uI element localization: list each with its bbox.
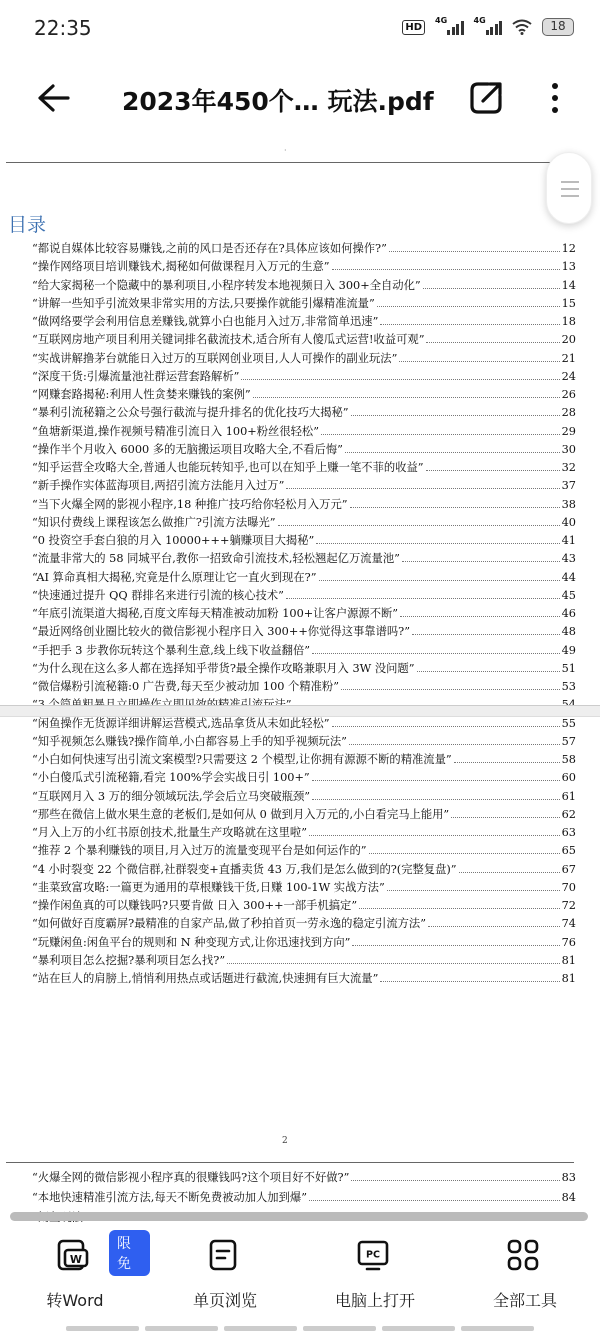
toc-entry-page: 55 <box>561 716 576 730</box>
toc-leader <box>426 470 560 471</box>
toc-leader <box>286 488 559 489</box>
toc-entry-title: “都说自媒体比较容易赚钱,之前的风口是否还存在?具体应该如何操作?” <box>32 242 387 255</box>
toc-entry-title: “为什么现在这么多人都在选择知乎带货?最全操作攻略兼职月入 3W 没问题” <box>32 661 415 675</box>
toc-entry-page: 30 <box>561 442 576 456</box>
toc-leader <box>400 616 560 617</box>
toc-entry[interactable] <box>32 423 576 441</box>
toc-entry-page: 62 <box>561 807 576 821</box>
toc-leader <box>402 561 560 562</box>
toc-entry-page: 18 <box>561 315 576 328</box>
convert-word-label: 转Word <box>46 1291 104 1310</box>
signal-icon-2: 4G <box>474 19 503 35</box>
toc-entry-page: 37 <box>561 479 576 493</box>
toc-entry[interactable] <box>32 642 576 660</box>
toc-entry-page: 60 <box>561 771 576 785</box>
toc-entry-title: “本地快速精准引流方法,每天不断免费被动加人加到爆” <box>32 1191 307 1204</box>
horizontal-scrollbar[interactable] <box>10 1212 588 1221</box>
pdf-page-1[interactable] <box>0 140 600 985</box>
toc-entry-title: “暴利项目怎么挖掘?暴利项目怎么找?” <box>32 953 226 967</box>
svg-text:PC: PC <box>366 1249 380 1261</box>
toc-entry[interactable] <box>32 477 576 495</box>
hd-icon: HD <box>402 20 425 35</box>
toc-leader <box>319 580 560 581</box>
page-separator <box>0 705 600 717</box>
toc-entry-page: 51 <box>561 661 576 675</box>
signal-icon: 4G <box>435 19 464 35</box>
scroll-handle[interactable] <box>546 152 592 224</box>
toc-entry-title: “快速通过提升 QQ 群排名来进行引流的核心技术” <box>32 588 284 602</box>
toc-entry-title: “0 投资空手套白狼的月入 10000+++躺赚项目大揭秘” <box>32 534 315 547</box>
more-vertical-icon[interactable] <box>545 78 565 118</box>
toc-entry-title: “站在巨人的肩膀上,悄悄利用热点或话题进行截流,快速拥有巨大流量” <box>32 972 379 985</box>
toc-entry-title: “知乎运营全攻略大全,普通人也能玩转知乎,也可以在知乎上赚一笔不菲的收益” <box>32 461 424 474</box>
toc-entry-title: “操作半个月收入 6000 多的无脑搬运项目攻略大全,不看后悔” <box>32 442 343 456</box>
toc-entry-page: 81 <box>561 953 576 967</box>
toc-leader <box>350 507 560 508</box>
toc-leader <box>351 415 560 416</box>
toc-entry-title: “给大家揭秘一个隐藏中的暴利项目,小程序转发本地视频日入 300+全自动化” <box>32 278 421 292</box>
toc-entry-title: “闲鱼操作无货源详细讲解运营模式,选品拿货从未如此轻松” <box>32 716 330 730</box>
toc-entry-page: 20 <box>561 333 576 347</box>
page-header-mark: · <box>284 146 287 155</box>
toc-leader <box>412 634 560 635</box>
page-title: 2023年450个… 玩法.pdf <box>122 87 434 116</box>
toc-entry-page: 70 <box>561 880 576 894</box>
toc-leader <box>426 342 559 343</box>
page-number: 2 <box>282 1136 288 1146</box>
status-icons <box>402 18 574 36</box>
toc-leader <box>309 1200 560 1201</box>
toc-entry[interactable] <box>32 550 576 568</box>
toc-leader <box>380 324 559 325</box>
toc-entry[interactable] <box>32 277 576 295</box>
toc-entry[interactable] <box>32 441 576 459</box>
toc-leader <box>332 269 560 270</box>
toc-entry[interactable] <box>32 404 576 422</box>
toc-entry-title: “网赚套路揭秘:利用人性贪婪来赚钱的案例” <box>32 388 251 401</box>
toc-leader <box>345 452 560 453</box>
toc-entry-title: “小白傻瓜式引流秘籍,看完 100%学会实战日引 100+” <box>32 771 310 785</box>
toc-entry-title: “月入上万的小红书原创技术,批量生产攻略就在这里啦” <box>32 826 307 839</box>
toc-leader <box>389 251 560 252</box>
toc-leader <box>417 671 560 672</box>
convert-word-button[interactable] <box>0 1222 150 1322</box>
toc-entry-page: 28 <box>561 406 576 420</box>
toc-entry-page: 53 <box>561 680 576 693</box>
toc-leader <box>423 288 560 289</box>
toc-entry-title: “那些在微信上做水果生意的老板们,是如何从 0 做到月入万元的,小白看完马上能用” <box>32 807 450 821</box>
toc-entry-title: “韭菜致富攻略:一篇更为通用的草根赚钱干货,日赚 100-1W 实战方法” <box>32 880 385 894</box>
toc-entry[interactable] <box>32 514 576 532</box>
toc-entry-title: “暴利引流秘籍之公众号强行截流与提升排名的优化技巧大揭秘” <box>32 406 349 420</box>
toc-entry-page: 57 <box>561 734 576 748</box>
pc-open-icon <box>356 1238 390 1272</box>
toc-entry[interactable] <box>32 386 576 404</box>
toc-entry[interactable] <box>32 532 576 550</box>
toc-entry[interactable] <box>32 678 576 696</box>
toc-entry[interactable] <box>32 660 576 678</box>
system-nav-bar <box>66 1326 534 1331</box>
toc-entry-title: “推荐 2 个暴利赚钱的项目,月入过万的流量变现平台是如何运作的” <box>32 844 367 858</box>
toc-entry-title: “微信爆粉引流秘籍:0 广告费,每天至少被动加 100 个精准粉” <box>32 680 340 693</box>
toc-entry-page: 72 <box>561 899 576 912</box>
toc-entry-title: “讲解一些知乎引流效果非常实用的方法,只要操作就能引爆精准流量” <box>32 296 375 310</box>
toc-entry-page: 84 <box>561 1191 576 1204</box>
toc-entry-title: “操作闲鱼真的可以赚钱吗?只要肯做 日入 300++一部手机搞定” <box>32 899 358 912</box>
battery-indicator: 18 <box>542 18 574 36</box>
toc-entry-page: 65 <box>561 844 576 858</box>
svg-text:W: W <box>69 1253 83 1266</box>
toc-entry-title: “新手操作实体蓝海项目,两招引流方法能月入过万” <box>32 479 285 493</box>
free-badge: 限免 <box>109 1230 150 1276</box>
status-time: 22:35 <box>34 16 92 40</box>
toc-entry-title: “实战讲解撸茅台就能日入过万的互联网创业项目,人人可操作的副业玩法” <box>32 351 398 365</box>
app-bar <box>0 62 600 132</box>
toc-entry-title: “知识付费线上课程该怎么做推广?引流方法曝光” <box>32 515 276 529</box>
toc-entry[interactable] <box>32 331 576 349</box>
header-rule-2 <box>6 1162 574 1163</box>
toc-leader <box>316 543 559 544</box>
toc-entry-title: “鱼塘新渠道,操作视频号精准引流日入 100+粉丝很轻松” <box>32 424 319 438</box>
toc-entry[interactable] <box>32 496 576 514</box>
toc-entry[interactable] <box>32 569 576 587</box>
toc-entry-title: “互联网房地产项目利用关键词排名截流技术,适合所有人傻瓜式运营!收益可观” <box>32 333 425 347</box>
toc-entry[interactable] <box>32 587 576 605</box>
toc-entry[interactable] <box>32 258 576 276</box>
toc-entry-page: 48 <box>561 625 576 639</box>
pdf-page-2[interactable] <box>0 717 600 1237</box>
toc-entry-page: 61 <box>561 789 576 803</box>
toc-entry-title: “4 小时裂变 22 个微信群,社群裂变+直播卖货 43 万,我们是怎么做到的?(完整复盘)” <box>32 862 457 876</box>
toc-entry-page: 29 <box>561 424 576 438</box>
toc-entry-title: “AI 算命真相大揭秘,究竟是什么原理让它一直火到现在?” <box>32 570 317 584</box>
toc-entry-title: “知乎视频怎么赚钱?操作简单,小白都容易上手的知乎视频玩法” <box>32 734 347 748</box>
toc-entry[interactable] <box>32 313 576 331</box>
toc-entry-title: “最近网络创业圈比较火的微信影视小程序日入 300++你觉得这事靠谱吗?” <box>32 625 411 639</box>
toc-entry-title: “如何做好百度霸屏?最精准的自家产品,做了秒拍首页一劳永逸的稳定引流方法” <box>32 917 426 931</box>
toc-entry-title: “手把手 3 步教你玩转这个暴利生意,线上线下收益翻倍” <box>32 643 311 657</box>
all-tools-label: 全部工具 <box>492 1291 557 1310</box>
toc-entry-page: 24 <box>561 369 576 383</box>
bottom-toolbar <box>0 1222 600 1333</box>
toc-entry-page: 43 <box>561 552 576 566</box>
toc-entry-title: “火爆全网的微信影视小程序真的很赚钱吗?这个项目好不好做?” <box>32 1171 350 1184</box>
toc-entry[interactable] <box>32 1189 576 1209</box>
open-on-pc-button[interactable] <box>300 1222 450 1322</box>
all-tools-grid-icon <box>506 1238 540 1272</box>
toc-entry-title: “小白如何快速写出引流文案模型?只需要这 2 个模型,让你拥有源源不断的精准流量” <box>32 753 452 766</box>
status-bar <box>0 0 600 62</box>
toc-entry-page: 21 <box>561 351 576 365</box>
toc-entry-page: 63 <box>561 826 576 839</box>
single-page-label: 单页浏览 <box>192 1291 257 1310</box>
toc-entry-page: 40 <box>561 515 576 529</box>
toc-entry-page: 76 <box>561 935 576 949</box>
toc-entry-page: 81 <box>561 972 576 985</box>
word-convert-icon <box>56 1238 90 1272</box>
toc-leader <box>253 397 560 398</box>
wifi-icon <box>512 19 532 35</box>
share-icon[interactable] <box>466 78 506 118</box>
toc-entry-page: 44 <box>561 570 576 584</box>
toc-entry[interactable] <box>32 1169 576 1189</box>
toc-entry[interactable] <box>32 295 576 313</box>
toc-entry-page: 45 <box>561 588 576 602</box>
toc-leader <box>341 689 560 690</box>
toc-entry[interactable] <box>32 240 576 258</box>
toc-leader <box>351 1180 559 1181</box>
toc-entry[interactable] <box>32 605 576 623</box>
toc-leader <box>241 379 559 380</box>
toc-entry-page: 83 <box>561 1171 576 1184</box>
back-arrow-icon[interactable] <box>34 78 74 118</box>
all-tools-button[interactable] <box>450 1222 600 1322</box>
toc-entry-page: 74 <box>561 917 576 931</box>
toc-entry[interactable] <box>32 350 576 368</box>
toc-entry-page: 13 <box>561 260 576 274</box>
toc-entry[interactable] <box>32 368 576 386</box>
toc-entry[interactable] <box>32 623 576 641</box>
toc-entry-page: 38 <box>561 497 576 511</box>
toc-entry-title: “互联网月入 3 万的细分领域玩法,学会后立马突破瓶颈” <box>32 789 311 803</box>
toc-entry-title: “年底引流渠道大揭秘,百度文库每天精准被动加粉 100+让客户源源不断” <box>32 607 399 620</box>
toc-heading: 目录 <box>8 214 47 236</box>
toc-entry-page: 41 <box>561 534 576 547</box>
toc-entry-page: 12 <box>561 242 576 255</box>
toc-entry-page: 58 <box>561 753 576 766</box>
toc-entry-title: “深度干货:引爆流量池社群运营套路解析” <box>32 369 240 383</box>
toc-entry-page: 67 <box>561 862 576 876</box>
header-rule <box>6 162 574 163</box>
toc-entry-page: 26 <box>561 388 576 401</box>
toc-leader <box>321 434 560 435</box>
toc-entry-page: 15 <box>561 296 576 310</box>
toc-entry-page: 46 <box>561 607 576 620</box>
toc-leader <box>278 525 560 526</box>
toc-leader <box>286 598 560 599</box>
toc-entry-page: 14 <box>561 278 576 292</box>
toc-entry-title: “当下火爆全网的影视小程序,18 种推广技巧给你轻松月入万元” <box>32 497 348 511</box>
toc-entry-title: “玩赚闲鱼:闲鱼平台的规则和 N 种变现方式,让你迅速找到方向” <box>32 935 351 949</box>
toc-entry-page: 49 <box>561 643 576 657</box>
toc-leader <box>312 653 560 654</box>
toc-leader <box>377 306 560 307</box>
toc-entry-page: 32 <box>561 461 576 474</box>
toc-entry-title: “流量非常大的 58 同城平台,教你一招致命引流技术,轻松翘起亿万流量池” <box>32 552 400 566</box>
toc-entry[interactable] <box>32 459 576 477</box>
toc-leader <box>399 361 559 362</box>
single-page-icon <box>206 1238 240 1272</box>
toc-entry-title: “做网络要学会利用信息差赚钱,就算小白也能月入过万,非常简单迅速” <box>32 315 379 328</box>
toc-entry-title: “操作网络项目培训赚钱术,揭秘如何做课程月入万元的生意” <box>32 260 330 274</box>
open-on-pc-label: 电脑上打开 <box>334 1291 415 1310</box>
single-page-button[interactable] <box>150 1222 300 1322</box>
